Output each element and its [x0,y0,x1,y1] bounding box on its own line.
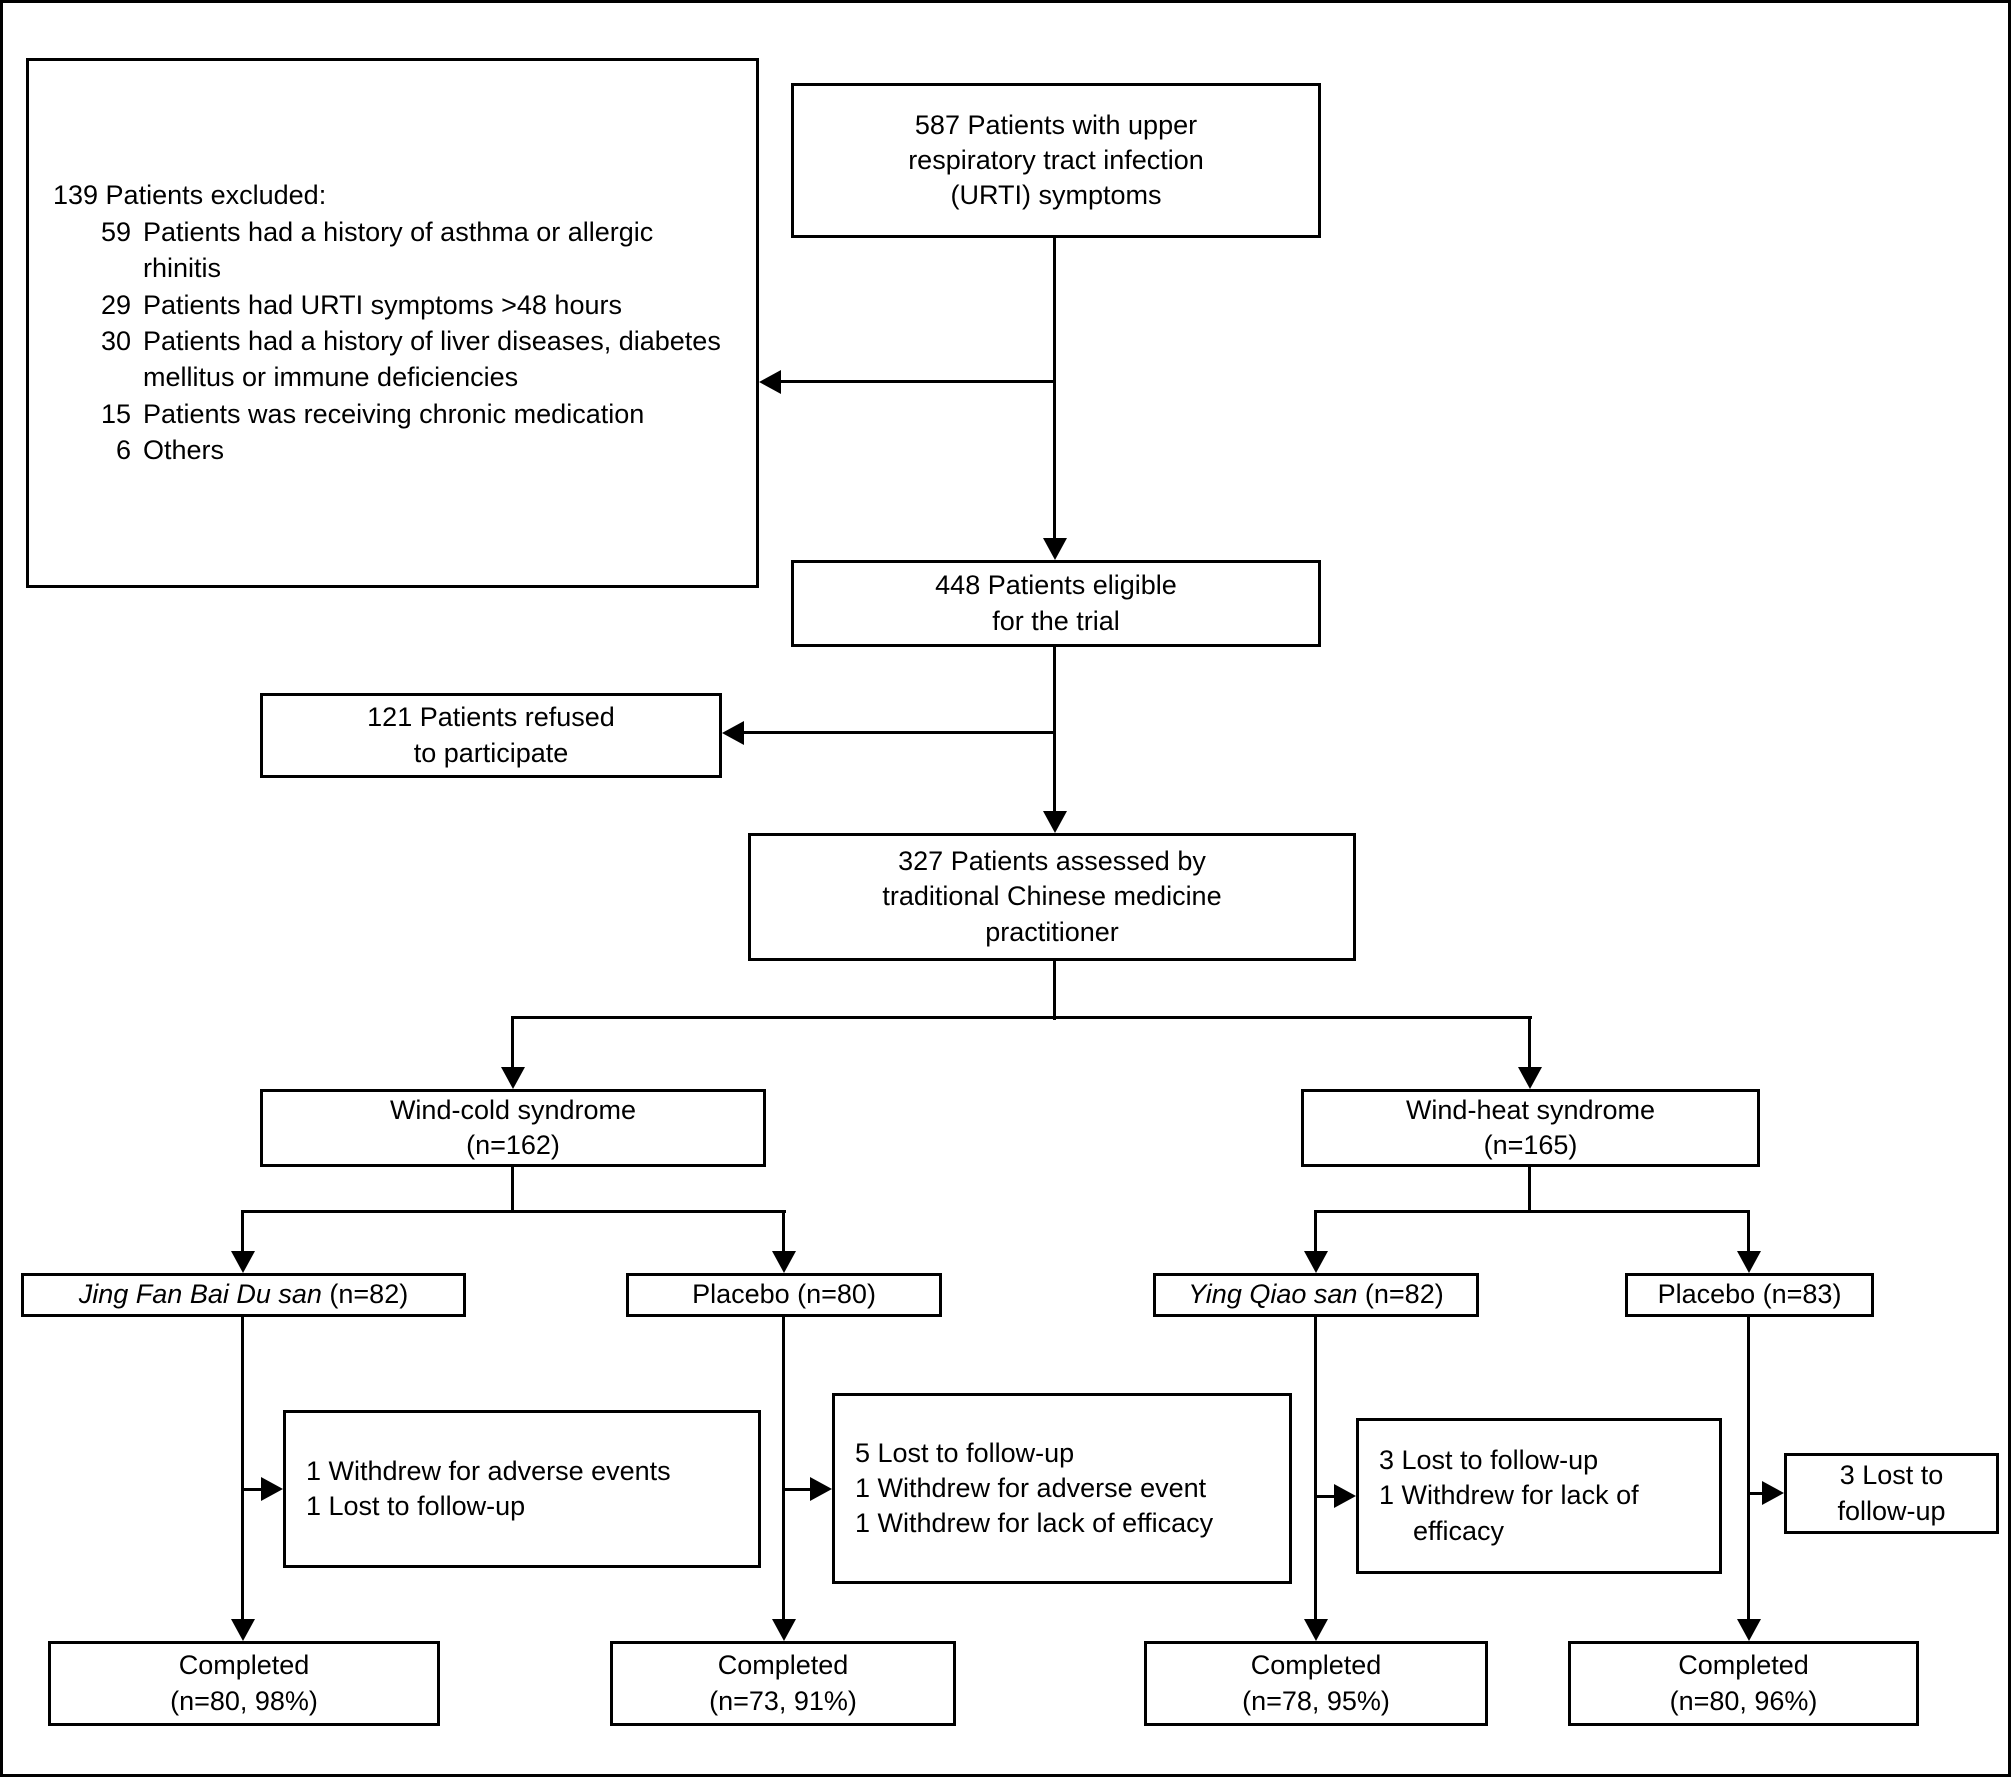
text-line: (n=73, 91%) [709,1685,857,1716]
excluded-item [53,287,730,323]
excluded-count: 59 [100,216,131,247]
text-line: 327 Patients assessed by [898,846,1206,877]
node-arm-placebo1 [626,1273,942,1317]
excluded-count: 30 [100,326,131,356]
text-line: 1 Withdrew for adverse events [306,1455,671,1486]
connector-to-jfbds [241,1210,244,1252]
text-line: (URTI) symptoms [950,180,1162,211]
text-line: Wind-heat syndrome [1405,1094,1656,1125]
excluded-count: 29 [100,289,131,320]
excluded-item [53,214,730,287]
text-line: to participate [413,737,569,768]
text-line: Completed [717,1650,849,1681]
arrowhead-into-excluded-icon [759,370,781,394]
connector-to-refused [742,731,1055,734]
connector-to-excluded [779,380,1055,383]
excluded-reason: Patients was receiving chronic medication [143,398,645,429]
text-line: (n=80, 96%) [1669,1685,1818,1716]
connector-to-yqs [1314,1210,1317,1252]
text-line: 1 Withdrew for lack of [1379,1480,1639,1511]
node-withdraw-jfbds [283,1410,761,1568]
arrowhead-into-eligible-icon [1043,538,1067,560]
treatment-name: Jing Fan Bai Du san [78,1279,322,1310]
excluded-count: 6 [115,435,131,466]
text-line: 1 Withdrew for adverse event [855,1472,1207,1503]
node-excluded [26,58,759,588]
arrowhead-into-wind-cold-icon [501,1067,525,1089]
text-line: efficacy [1413,1515,1505,1546]
arrowhead-into-withdraw3-icon [1334,1484,1356,1508]
text-line: follow-up [1837,1495,1946,1526]
text-line: practitioner [985,916,1119,947]
connector-to-wind-cold [511,1016,514,1069]
text-line: Completed [1250,1650,1382,1681]
node-wind-cold [260,1089,766,1167]
text-line: respiratory tract infection [908,144,1204,175]
connector-to-wind-heat [1528,1016,1531,1069]
text-line [79,1277,408,1312]
text-line: Placebo (n=83) [1657,1279,1842,1310]
excluded-item [53,323,730,396]
arrowhead-into-yqs-icon [1304,1251,1328,1273]
excluded-item [53,432,730,468]
text-line: 1 Withdrew for lack of efficacy [855,1508,1214,1539]
connector-wind-heat-down [1528,1167,1531,1212]
node-assessed [748,833,1356,961]
arrowhead-into-placebo2-icon [1737,1251,1761,1273]
excluded-item [53,396,730,432]
text-line: (n=78, 95%) [1242,1685,1390,1716]
connector-syndrome-branch [511,1016,1532,1019]
arrowhead-into-completed1-icon [231,1619,255,1641]
arrowhead-into-completed3-icon [1304,1619,1328,1641]
text-line: traditional Chinese medicine [882,881,1222,912]
text-line: 448 Patients eligible [935,570,1177,601]
node-withdraw-yqs [1356,1418,1722,1574]
node-eligible [791,560,1321,647]
node-arm-placebo2 [1625,1273,1874,1317]
node-enrollment [791,83,1321,238]
excluded-reason: Others [143,435,225,466]
text-line: 587 Patients with upper [914,109,1198,140]
text-line: Completed [1678,1650,1809,1681]
arrowhead-into-withdraw2-icon [810,1477,832,1501]
node-arm-yqs [1153,1273,1479,1317]
node-wind-heat [1301,1089,1760,1167]
connector-wind-cold-down [511,1167,514,1212]
text-line: 121 Patients refused [367,702,615,733]
arrowhead-into-placebo1-icon [772,1251,796,1273]
excluded-reason: Patients had a history of asthma or allergic rhinitis [143,216,654,284]
text-line: 3 Lost to follow-up [1379,1445,1599,1476]
arrowhead-into-withdraw1-icon [261,1477,283,1501]
node-completed-placebo1 [610,1641,956,1726]
treatment-name: Ying Qiao san [1188,1279,1358,1310]
connector-placebo2-to-completed [1747,1317,1750,1620]
excluded-reason: Patients had a history of liver diseases, diabetes mellitus or immune deficiencies [143,326,721,393]
node-arm-jfbds [21,1273,466,1317]
arrowhead-into-assessed-icon [1043,811,1067,833]
text-line [1188,1277,1443,1312]
text-line: Placebo (n=80) [692,1279,876,1310]
node-completed-jfbds [48,1641,440,1726]
connector-to-placebo1 [782,1210,785,1252]
node-withdraw-placebo2 [1784,1453,1999,1534]
connector-eligible-to-assessed [1053,647,1056,813]
connector-wind-heat-branch [1314,1210,1750,1213]
excluded-count: 15 [100,398,131,429]
text-line: Completed [178,1650,310,1681]
arrowhead-into-completed2-icon [772,1619,796,1641]
text-line: (n=80, 98%) [170,1685,318,1716]
arrowhead-into-wind-heat-icon [1518,1067,1542,1089]
node-withdraw-placebo1 [832,1393,1292,1584]
arrowhead-into-withdraw4-icon [1762,1481,1784,1505]
node-completed-yqs [1144,1641,1488,1726]
node-completed-placebo2 [1568,1641,1919,1726]
connector-to-placebo2 [1747,1210,1750,1252]
connector-wind-cold-branch [241,1210,786,1213]
connector-enrollment-to-eligible [1053,238,1056,540]
text-line: 1 Lost to follow-up [306,1491,526,1521]
arrowhead-into-jfbds-icon [231,1251,255,1273]
connector-yqs-to-completed [1314,1317,1317,1620]
text-line: 3 Lost to [1839,1460,1944,1491]
node-refused [260,693,722,778]
text-line: for the trial [992,605,1120,636]
text-line: (n=165) [1483,1130,1578,1160]
arrowhead-into-refused-icon [722,721,744,745]
treatment-n: (n=82) [1357,1279,1444,1310]
connector-placebo1-to-completed [782,1317,785,1620]
text-line: Wind-cold syndrome [389,1094,637,1125]
treatment-n: (n=82) [321,1279,409,1310]
text-line: (n=162) [466,1130,560,1160]
connector-assessed-down [1053,961,1056,1020]
connector-jfbds-to-completed [241,1317,244,1620]
arrowhead-into-completed4-icon [1737,1619,1761,1641]
text-line: 5 Lost to follow-up [855,1437,1075,1468]
excluded-header: 139 Patients excluded: [53,180,327,211]
excluded-reason: Patients had URTI symptoms >48 hours [143,289,622,320]
